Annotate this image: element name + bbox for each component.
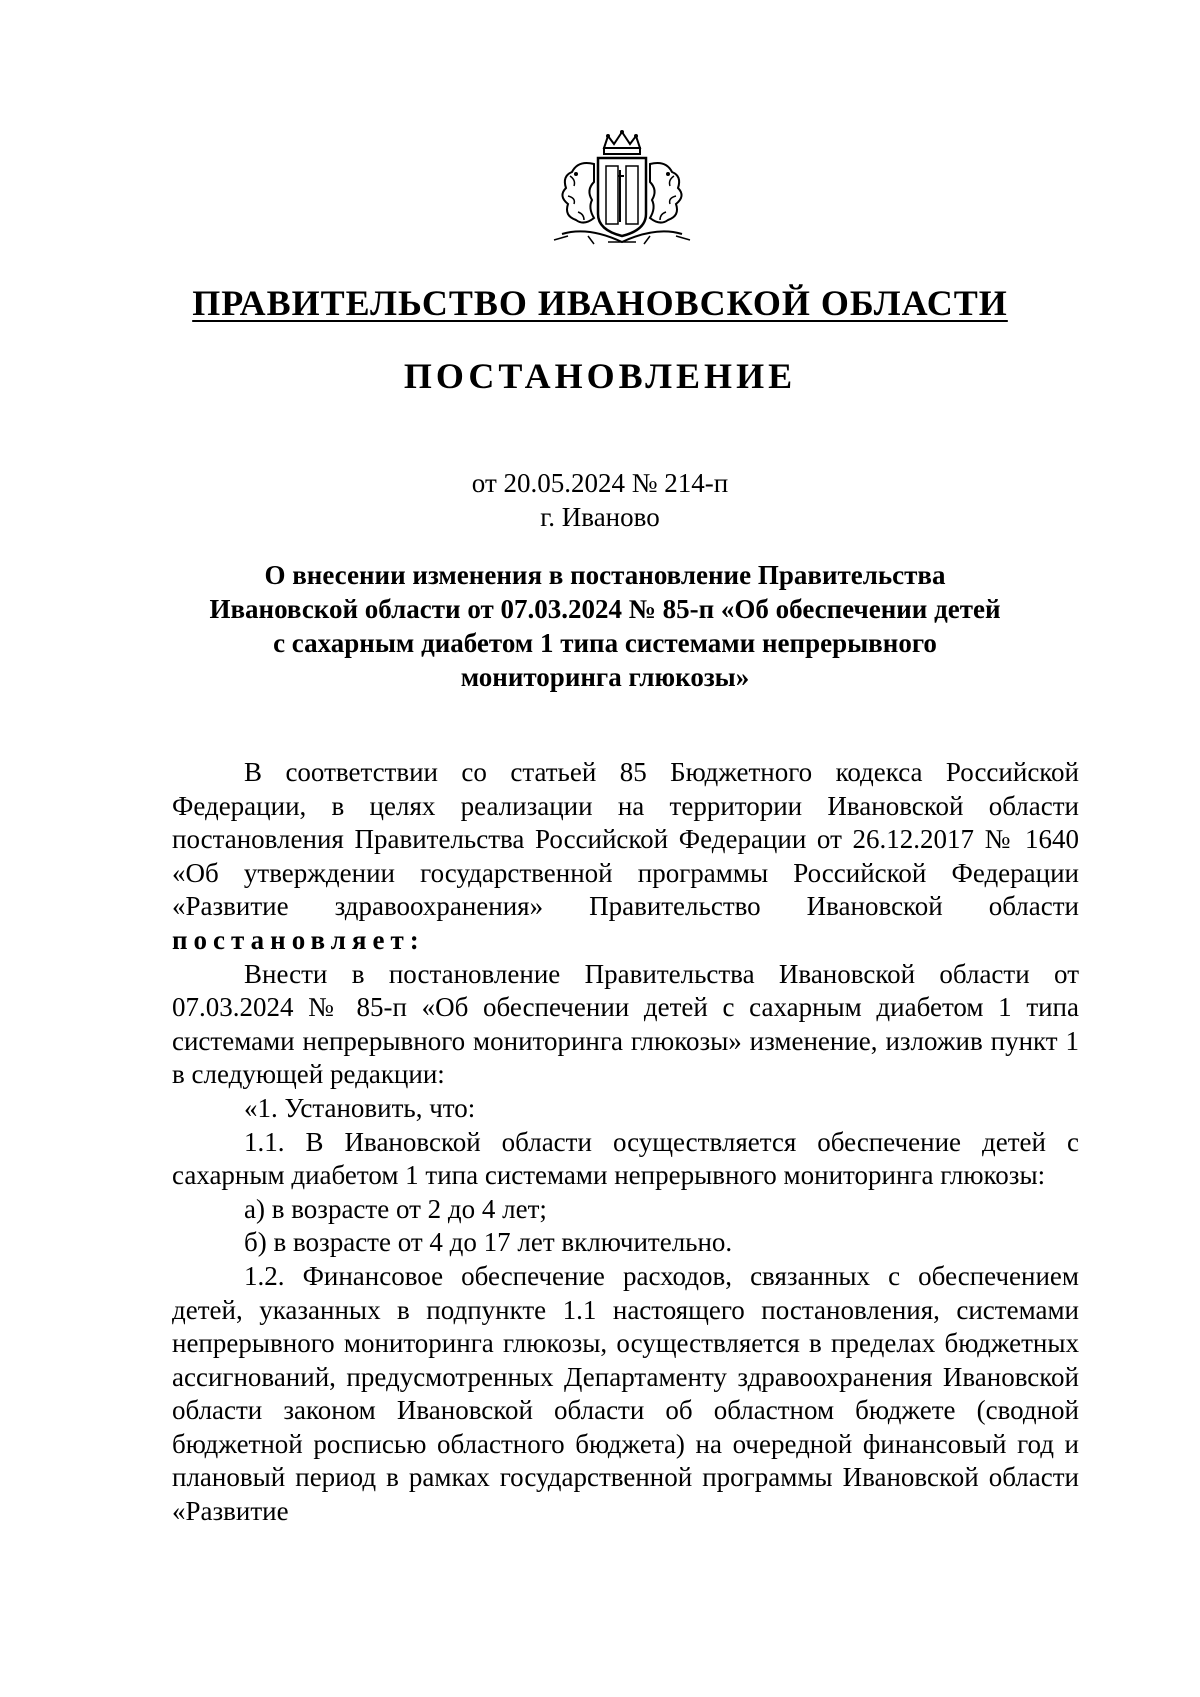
subject-line: с сахарным диабетом 1 типа системами непрерывного — [273, 628, 937, 658]
body-paragraph: Внести в постановление Правительства Ивановской области от 07.03.2024 № 85-п «Об обеспечении детей с сахарным диабетом 1 типа системами непрерывного мониторинга глюкозы» изменение, изложив пункт 1 в следующей редакции: — [172, 958, 1079, 1090]
date-number: от 20.05.2024 № 214-п — [471, 468, 729, 498]
body-paragraph: 1.1. В Ивановской области осуществляется обеспечение детей с сахарным диабетом 1 типа системами непрерывного мониторинга глюкозы: — [172, 1126, 1079, 1191]
body-paragraph-preamble: В соответствии со статьей 85 Бюджетного кодекса Российской Федерации, в целях реализации на территории Ивановской области постановления Правительства Российской Федерации от 26.12.2017 № 1640 «Об утверждении государственной программы Российской Федерации «Развитие здравоохранения» Правительство Ивановской области постановляет: — [172, 757, 1079, 955]
document-body — [172, 756, 1079, 1529]
body-paragraph: 1.2. Финансовое обеспечение расходов, связанных с обеспечением детей, указанных в подпункте 1.1 настоящего постановления, системами непрерывного мониторинга глюкозы, осуществляется в пределах бюджетных ассигнований, предусмотренных Департаменту здравоохранения Ивановской области законом Ивановской области об областном бюджете (сводной бюджетной росписью областного бюджета) на очередной финансовый год и плановый период в рамках государственной программы Ивановской области «Развитие — [172, 1260, 1079, 1527]
body-paragraph: б) в возрасте от 4 до 17 лет включительно. — [244, 1227, 733, 1258]
subject-line: мониторинга глюкозы» — [460, 662, 750, 692]
document-type: ПОСТАНОВЛЕНИЕ — [403, 356, 797, 396]
government-title: ПРАВИТЕЛЬСТВО ИВАНОВСКОЙ ОБЛАСТИ — [192, 283, 1008, 323]
document-subject — [190, 558, 1020, 694]
subject-line: Ивановской области от 07.03.2024 № 85-п «Об обеспечении детей — [209, 594, 1001, 624]
body-paragraph: а) в возрасте от 2 до 4 лет; — [244, 1193, 547, 1224]
body-paragraph: «1. Установить, что: — [244, 1092, 476, 1123]
ivanovo-coat-of-arms-icon — [548, 130, 696, 250]
city: г. Иваново — [540, 502, 660, 532]
resolution-keyword: постановляет: — [172, 924, 425, 955]
document-meta — [0, 466, 1200, 534]
subject-line: О внесении изменения в постановление Правительства — [264, 560, 946, 590]
